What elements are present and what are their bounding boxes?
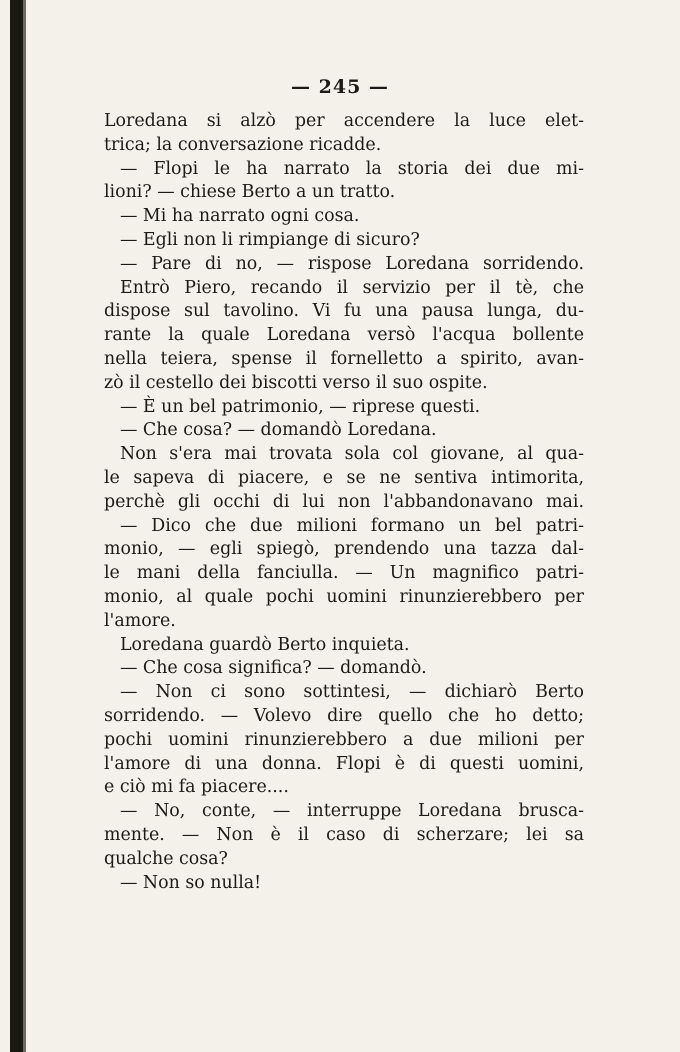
text-line: qualche cosa? <box>104 848 228 869</box>
text-line: — Mi ha narrato ogni cosa. <box>120 206 360 227</box>
text-line: lioni? — chiese Berto a un tratto. <box>104 182 396 203</box>
text-line: Loredana guardò Berto inquieta. <box>120 634 410 655</box>
text-line: — Flopi le ha narrato la storia dei due mi- <box>120 158 584 179</box>
text-line: mente. — Non è il caso di scherzare; lei sa <box>104 824 584 845</box>
text-line: perchè gli occhi di lui non l'abbandonavano mai. <box>104 491 584 512</box>
text-line: trica; la conversazione ricadde. <box>104 134 382 155</box>
text-line: — No, conte, — interruppe Loredana brusca- <box>120 801 584 822</box>
text-line: Entrò Piero, recando il servizio per il tè, che <box>120 277 584 298</box>
book-spine-shadow <box>10 0 23 1052</box>
text-line: sorridendo. — Volevo dire quello che ho detto; <box>104 705 584 726</box>
text-line: dispose sul tavolino. Vi fu una pausa lunga, du- <box>104 301 584 322</box>
text-line: l'amore. <box>104 610 176 631</box>
text-line: — Non so nulla! <box>120 872 262 893</box>
text-line: le mani della fanciulla. — Un magnifico patri- <box>104 563 584 584</box>
text-line: — Che cosa? — domandò Loredana. <box>120 420 437 441</box>
text-line: — Dico che due milioni formano un bel patri- <box>120 515 584 536</box>
text-line: — Pare di no, — rispose Loredana sorridendo. <box>120 253 584 274</box>
body-text <box>104 110 584 895</box>
text-line: rante la quale Loredana versò l'acqua bollente <box>104 325 584 346</box>
text-line: l'amore di una donna. Flopi è di questi uomini, <box>104 753 584 774</box>
text-line: — È un bel patrimonio, — riprese questi. <box>120 396 481 417</box>
text-line: — Egli non li rimpiange di sicuro? <box>120 229 420 250</box>
text-line: Non s'era mai trovata sola col giovane, al qua- <box>120 444 584 465</box>
text-line: nella teiera, spense il fornelletto a spirito, avan- <box>104 348 584 369</box>
book-spine-edge <box>23 0 26 1052</box>
text-line: e ciò mi fa piacere.... <box>104 777 289 798</box>
page-number: — 245 — <box>291 76 389 98</box>
text-line: monio, — egli spiegò, prendendo una tazza dal- <box>104 539 584 560</box>
text-line: monio, al quale pochi uomini rinunzierebbero per <box>104 586 584 607</box>
text-line: le sapeva di piacere, e se ne sentiva intimorita, <box>104 467 584 488</box>
text-line: Loredana si alzò per accendere la luce elet- <box>104 111 584 131</box>
text-line: zò il cestello dei biscotti verso il suo ospite. <box>104 372 488 393</box>
text-line: pochi uomini rinunzierebbero a due milioni per <box>104 729 584 750</box>
text-line: — Che cosa significa? — domandò. <box>120 658 427 679</box>
text-line: — Non ci sono sottintesi, — dichiarò Berto <box>120 682 584 703</box>
